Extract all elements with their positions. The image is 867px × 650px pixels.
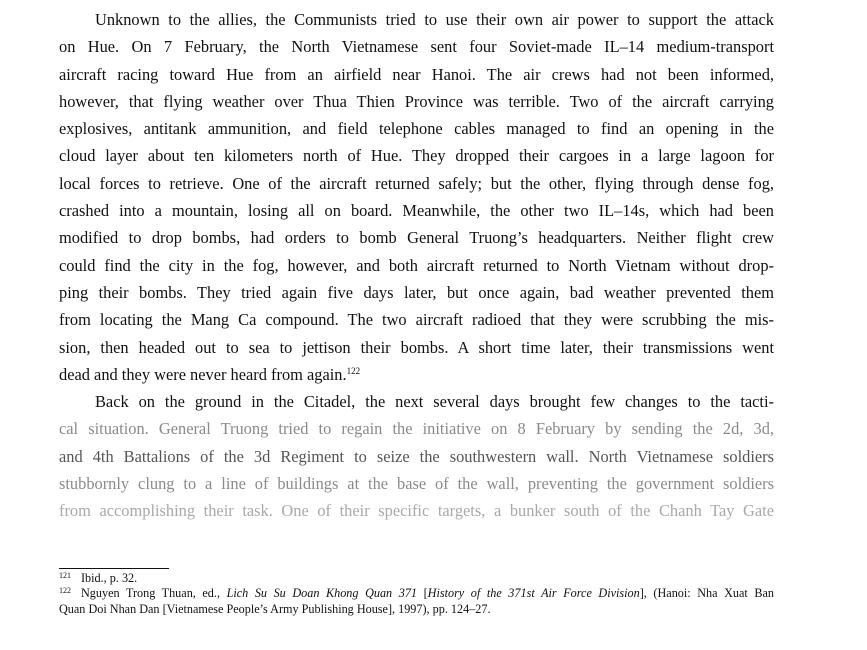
footnote-text: Ibid., p. 32. bbox=[81, 571, 138, 585]
footnote-text: [ bbox=[417, 586, 428, 601]
footnote-122-continued: Quan Doi Nhan Dan [Vietnamese People’s Army Publishing House], 1997), pp. 124–27. bbox=[59, 601, 491, 616]
text-line: and 4th Battalions of the 3d Regiment to seize the southwestern wall. North Vietnamese soldiers bbox=[59, 446, 774, 466]
text-line: cal situation. General Truong tried to regain the initiative on 8 February by sending the 2d, 3d, bbox=[59, 419, 774, 439]
footnote-122: 122 Nguyen Trong Thuan, ed., Lich Su Su Doan Khong Quan 371 [History of the 371st Air Force Division], (Hanoi: Nha Xuat Ban bbox=[59, 586, 775, 601]
document-body bbox=[59, 6, 774, 525]
text-line: local forces to retrieve. One of the aircraft returned safely; but the other, flying through dense fog, bbox=[59, 173, 774, 193]
text-line: explosives, antitank ammunition, and field telephone cables managed to find an opening in the bbox=[59, 119, 774, 139]
paragraph-citadel bbox=[59, 388, 774, 524]
text-line: aircraft racing toward Hue from an airfield near Hanoi. The air crews had not been informed, bbox=[59, 64, 774, 84]
footnote-italic-title: Lich Su Su Doan Khong Quan 371 bbox=[226, 586, 418, 601]
footnote-121: 121 Ibid., p. 32. bbox=[59, 571, 138, 585]
footnotes bbox=[59, 571, 774, 617]
text-line: cloud layer about ten kilometers north of Hue. They dropped their cargoes in a large lagoon for bbox=[59, 146, 774, 166]
text-line: Unknown to the allies, the Communists tried to use their own air power to support the attack bbox=[95, 10, 774, 29]
text-line: sion, then headed out to sea to jettison their bombs. A short time later, their transmissions went bbox=[59, 337, 774, 357]
footnote-separator bbox=[59, 568, 169, 569]
paragraph-air-power bbox=[59, 6, 774, 388]
footnote-reference[interactable]: 122 bbox=[346, 365, 361, 376]
text-line: on Hue. On 7 February, the North Vietnamese sent four Soviet-made IL–14 medium-transport bbox=[59, 37, 774, 57]
footnote-text: ], (Hanoi: Nha Xuat Ban bbox=[639, 586, 775, 601]
text-line-content: dead and they were never heard from again. bbox=[59, 364, 347, 384]
text-line: Back on the ground in the Citadel, the next several days brought few changes to the tacti- bbox=[95, 392, 774, 412]
text-line: stubbornly clung to a line of buildings at the base of the wall, preventing the government soldiers bbox=[59, 474, 774, 494]
text-line: from locating the Mang Ca compound. The two aircraft radioed that they were scrubbing the mis- bbox=[59, 310, 774, 330]
text-line: from accomplishing their task. One of their specific targets, a bunker south of the Chanh Tay Gate bbox=[59, 501, 774, 521]
footnote-text: Nguyen Trong Thuan, ed., bbox=[81, 586, 227, 601]
text-line: however, that flying weather over Thua Thien Province was terrible. Two of the aircraft carrying bbox=[59, 91, 774, 111]
text-line-last bbox=[59, 361, 774, 388]
text-line: could find the city in the fog, however, and both aircraft returned to North Vietnam without drop- bbox=[59, 255, 774, 275]
text-line: modified to drop bombs, had orders to bomb General Truong’s headquarters. Neither flight crew bbox=[59, 228, 774, 248]
footnote-italic-translation: History of the 371st Air Force Division bbox=[427, 586, 640, 601]
text-line: crashed into a mountain, losing all on board. Meanwhile, the other two IL–14s, which had been bbox=[59, 201, 774, 221]
text-line: ping their bombs. They tried again five days later, but once again, bad weather prevented them bbox=[59, 282, 774, 302]
